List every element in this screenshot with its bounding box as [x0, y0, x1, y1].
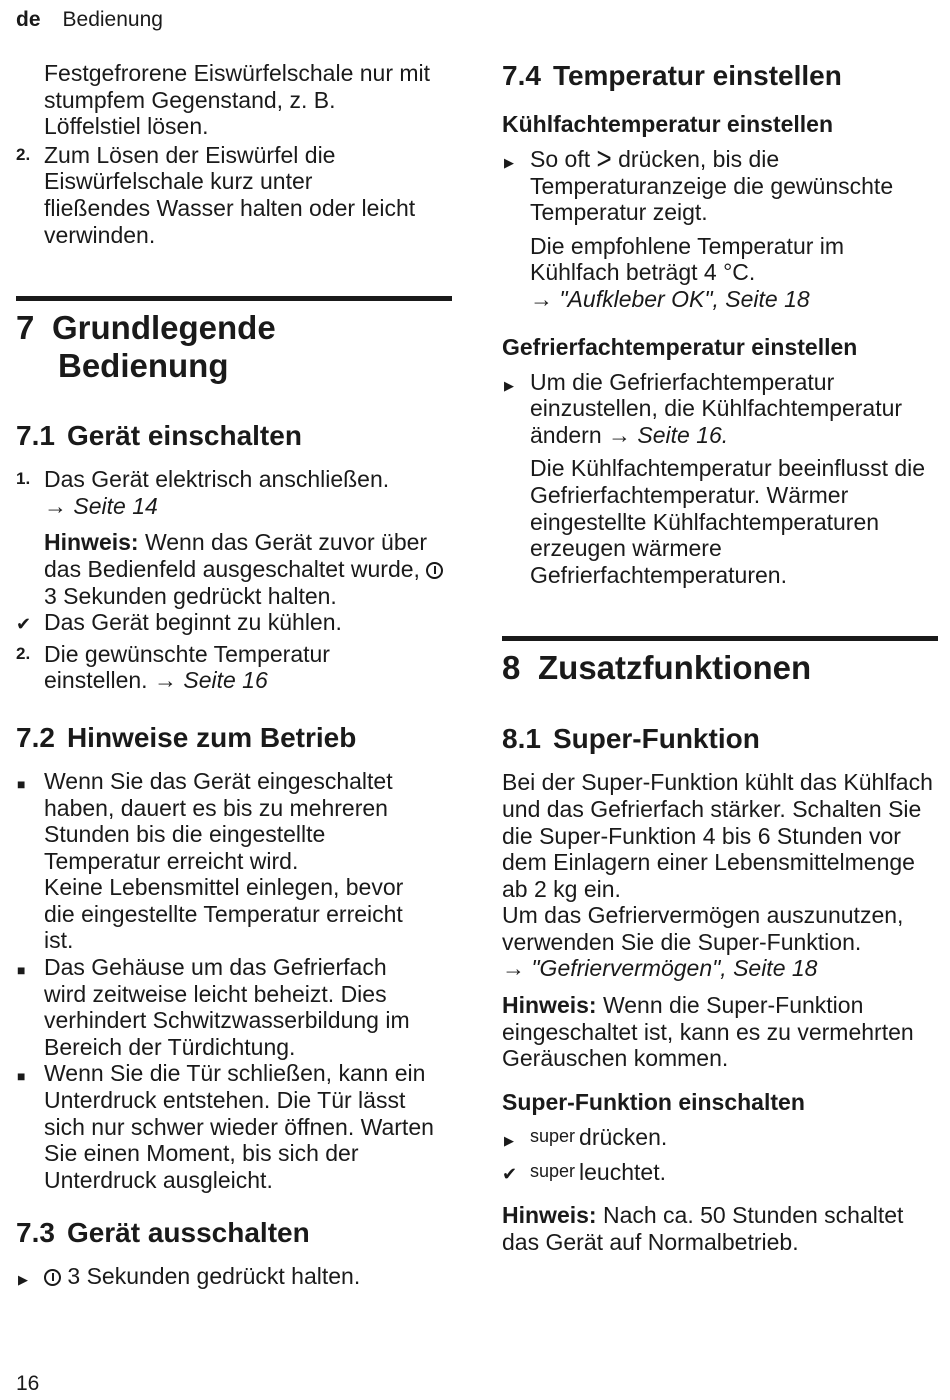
section-number: 7.2 — [16, 721, 55, 753]
step-number: 2. — [16, 643, 31, 663]
chapter-rule — [502, 636, 938, 641]
section-number: 7.4 — [502, 60, 541, 91]
checkmark-icon: ✔ — [502, 1164, 518, 1185]
section-7-2-heading — [16, 722, 452, 754]
off-step — [16, 1263, 452, 1290]
bullet-3 — [16, 1060, 452, 1193]
hint-block — [16, 529, 452, 609]
super-hint — [502, 992, 922, 1072]
bullet-text: Das Gehäuse um das Gefrierfach wird zeitweise leicht beheizt. Dies verhindert Schwitzwasserbildung im Bereich der Türdichtung. — [44, 954, 410, 1060]
hint-text: Nach ca. 50 Stunden schaltet das Gerät auf Normalbetrieb. — [502, 1202, 904, 1255]
section-title: Super-Funktion — [552, 723, 760, 755]
running-header — [16, 8, 163, 32]
step-text: Das Gerät elektrisch anschließen. — [44, 466, 390, 493]
arrow-right-icon: → — [502, 955, 525, 982]
square-bullet-icon: ■ — [17, 1068, 26, 1085]
page-number: 16 — [16, 1372, 40, 1395]
note-text: Die empfohlene Temperatur im Kühlfach beträgt 4 °C. — [530, 232, 845, 286]
section-title: Gerät ausschalten — [66, 1217, 310, 1249]
step-number: 1. — [16, 469, 31, 489]
arrow-right-icon: → — [44, 492, 67, 519]
square-bullet-icon: ■ — [17, 775, 26, 792]
chapter-7-heading — [16, 309, 452, 385]
checkmark-icon: ✔ — [16, 614, 32, 635]
square-bullet-icon: ■ — [17, 962, 26, 979]
section-number: 8.1 — [502, 723, 541, 755]
subheading-freezer-temp: Gefrierfachtemperatur einstellen — [502, 333, 858, 360]
bullet-1 — [16, 768, 438, 954]
chapter-title-line2: Bedienung — [58, 347, 229, 385]
super-usage: Um das Gefriervermögen auszunutzen, verwenden Sie die Super-Funktion. — [502, 902, 904, 955]
intro-step-2 — [16, 142, 424, 248]
step-text: Um die Gefrierfachtemperatur einzustellen, die Kühlfachtemperatur ändern — [530, 368, 903, 448]
power-icon — [426, 562, 443, 579]
arrow-right-icon: → — [608, 421, 632, 448]
triangle-bullet-icon: ▶ — [504, 377, 514, 393]
freezer-temp-note: Die Kühlfachtemperatur beeinflusst die Gefrierfachtemperatur. Wärmer eingestellte Kühlfachtemperaturen erzeugen wärmere Gefrierfachtemperaturen. — [530, 455, 926, 588]
hint-label: Hinweis: — [502, 992, 597, 1019]
intro-paragraph: Festgefrorene Eiswürfelschale nur mit stumpfem Gegenstand, z. B. Löffelstiel lösen. — [44, 60, 431, 140]
chapter-title: Zusatzfunktionen — [538, 649, 812, 687]
cross-reference: Seite 16 — [183, 667, 268, 694]
section-title: Gerät einschalten — [66, 420, 302, 452]
subheading-fridge-temp: Kühlfachtemperatur einstellen — [502, 111, 834, 137]
section-number: 7.1 — [16, 420, 55, 452]
arrow-right-icon: → — [153, 667, 177, 694]
triangle-bullet-icon: ▶ — [504, 155, 514, 170]
fridge-temp-note — [502, 233, 910, 313]
right-column — [502, 60, 938, 1255]
super-hint-2 — [502, 1202, 936, 1255]
chevron-right-icon: > — [596, 140, 612, 176]
result-text: Das Gerät beginnt zu kühlen. — [44, 609, 342, 636]
bullet-text: Wenn Sie die Tür schließen, kann ein Unterdruck entstehen. Die Tür lässt sich nur schwer wieder öffnen. Warten Sie einen Moment, bis sich der Unterdruck ausgleicht. — [44, 1060, 434, 1193]
chapter-8-heading — [502, 649, 938, 687]
chapter-title-line1: Grundlegende — [52, 309, 276, 347]
cross-reference: Seite 14 — [73, 492, 158, 519]
header-section: Bedienung — [62, 8, 163, 31]
fridge-temp-step — [502, 140, 938, 226]
power-icon — [44, 1269, 61, 1286]
language-code: de — [16, 8, 41, 31]
section-7-4-heading — [502, 60, 938, 92]
section-7-1-heading — [16, 420, 452, 452]
cross-reference: "Aufkleber OK", Seite 18 — [559, 285, 810, 312]
bullet-text: Wenn Sie das Gerät eingeschaltet haben, dauert es bis zu mehreren Stunden bis die eingestellte Temperatur erreicht wird. — [44, 767, 393, 874]
cross-reference: "Gefriervermögen", Seite 18 — [531, 955, 818, 982]
step-text: 3 Sekunden gedrückt halten. — [67, 1263, 361, 1290]
section-title: Hinweise zum Betrieb — [66, 721, 357, 753]
chapter-number: 8 — [502, 649, 521, 687]
step-text: drücken. — [579, 1123, 668, 1150]
step-text: So oft — [530, 146, 591, 172]
bullet-text-cont: Keine Lebensmittel einlegen, bevor die eingestellte Temperatur erreicht ist. — [44, 874, 404, 954]
step-text: Die gewünschte Temperatur einstellen. — [44, 640, 330, 694]
hint-text: Wenn das Gerät zuvor über das Bedienfeld ausgeschaltet wurde, — [44, 529, 428, 582]
hint-text: Wenn die Super-Funktion eingeschaltet ist, kann es zu vermehrten Geräuschen kommen. — [502, 992, 914, 1072]
triangle-bullet-icon: ▶ — [18, 1272, 28, 1288]
result-text: leuchtet. — [579, 1159, 666, 1186]
freezer-temp-step — [502, 369, 910, 449]
arrow-right-icon: → — [530, 285, 553, 312]
hint-text-end: 3 Sekunden gedrückt halten. — [44, 582, 337, 609]
section-7-3-heading — [16, 1217, 452, 1249]
bullet-2 — [16, 954, 424, 1060]
chapter-rule — [16, 296, 452, 301]
section-8-1-heading — [502, 723, 938, 755]
step-text: Zum Lösen der Eiswürfel die Eiswürfelschale kurz unter fließendes Wasser halten oder leicht verwinden. — [44, 141, 416, 248]
super-on-step — [502, 1124, 938, 1153]
result-line — [16, 609, 452, 636]
cross-reference: Seite 16. — [637, 421, 729, 448]
hint-label: Hinweis: — [44, 529, 139, 556]
section-title: Temperatur einstellen — [552, 60, 842, 91]
super-on-result — [502, 1159, 938, 1188]
super-intro: Bei der Super-Funktion kühlt das Kühlfach und das Gefrierfach stärker. Schalten Sie die Super-Funktion 4 bis 6 Stunden vor dem Einlagern einer Lebensmittelmenge ab 2 kg ein. — [502, 769, 933, 902]
super-indicator-label: super — [530, 1161, 576, 1182]
step-text-end: drücken, bis die Temperaturanzeige die gewünschte Temperatur zeigt. — [530, 146, 894, 226]
chapter-number: 7 — [16, 309, 35, 347]
subheading-super-on: Super-Funktion einschalten — [502, 1088, 805, 1115]
step-1 — [16, 466, 452, 519]
left-column — [16, 60, 452, 1290]
step-2 — [16, 641, 424, 694]
hint-label: Hinweis: — [502, 1202, 597, 1229]
step-number: 2. — [16, 144, 31, 164]
super-button-label: super — [530, 1125, 576, 1146]
triangle-bullet-icon: ▶ — [504, 1132, 514, 1148]
super-reference — [502, 955, 938, 982]
section-number: 7.3 — [16, 1217, 55, 1249]
